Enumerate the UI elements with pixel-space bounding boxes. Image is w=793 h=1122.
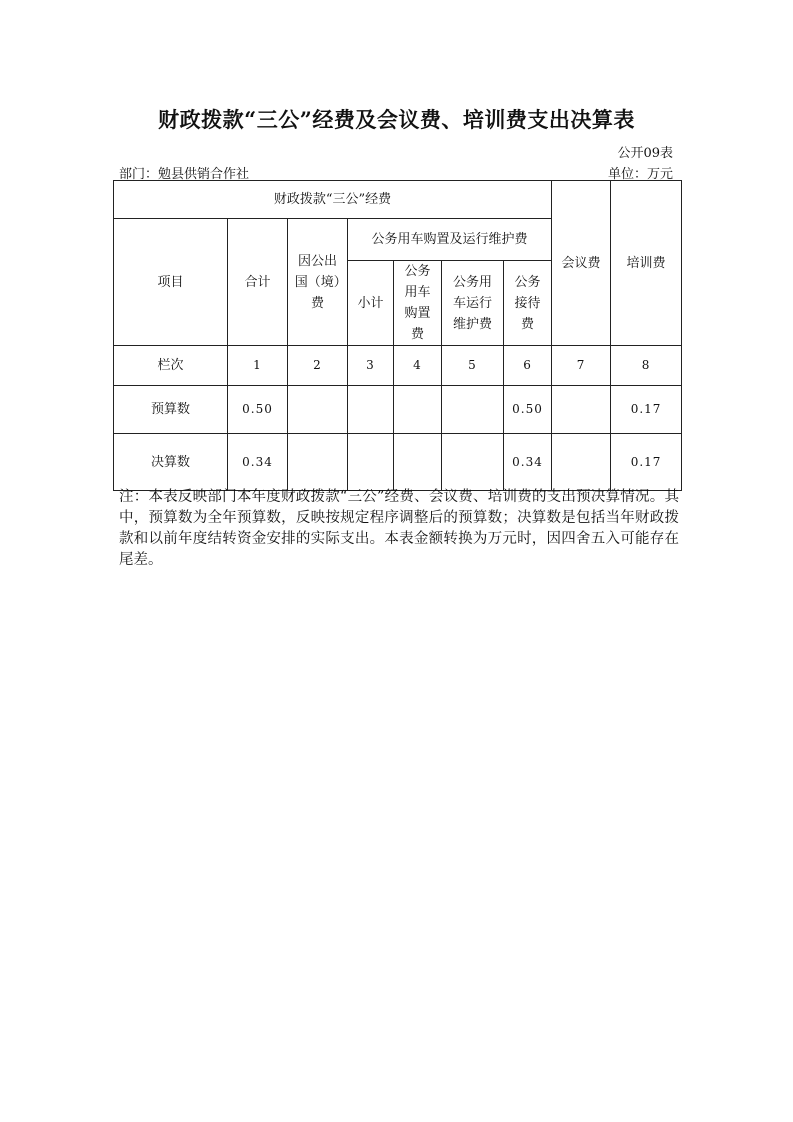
header-item: 项目 bbox=[114, 219, 228, 346]
cell: 1 bbox=[228, 346, 288, 386]
cell bbox=[442, 386, 504, 434]
table-row bbox=[114, 346, 682, 386]
header-training: 培训费 bbox=[611, 181, 682, 346]
cell bbox=[288, 386, 348, 434]
cell bbox=[348, 386, 394, 434]
header-total: 合计 bbox=[228, 219, 288, 346]
page-title: 财政拨款“三公”经费及会议费、培训费支出决算表 bbox=[158, 107, 635, 132]
cell: 0.17 bbox=[611, 434, 682, 491]
expense-table bbox=[113, 180, 682, 491]
unit-label: 单位：万元 bbox=[607, 167, 673, 182]
footnote: 注：本表反映部门本年度财政拨款“三公”经费、会议费、培训费的支出预决算情况。其中，预算数为全年预算数，反映按规定程序调整后的预算数；决算数是包括当年财政拨款和以前年度结转资金安排的实际支出。本表金额转换为万元时，因四舍五入可能存在尾差。 bbox=[119, 489, 679, 568]
row-label: 预算数 bbox=[114, 386, 228, 434]
cell bbox=[348, 434, 394, 491]
cell: 2 bbox=[288, 346, 348, 386]
cell: 5 bbox=[442, 346, 504, 386]
header-reception: 公务接待费 bbox=[504, 261, 552, 346]
header-meeting: 会议费 bbox=[552, 181, 611, 346]
cell: 0.17 bbox=[611, 386, 682, 434]
cell bbox=[552, 386, 611, 434]
header-abroad: 因公出国（境）费 bbox=[288, 219, 348, 346]
cell: 0.34 bbox=[504, 434, 552, 491]
cell: 8 bbox=[611, 346, 682, 386]
form-number: 公开09表 bbox=[617, 146, 673, 161]
department-label: 部门：勉县供销合作社 bbox=[119, 167, 250, 182]
cell: 6 bbox=[504, 346, 552, 386]
row-label: 栏次 bbox=[114, 346, 228, 386]
cell bbox=[442, 434, 504, 491]
header-vehicle-purchase: 公务用车购置费 bbox=[394, 261, 442, 346]
cell bbox=[394, 434, 442, 491]
cell: 0.50 bbox=[228, 386, 288, 434]
cell bbox=[288, 434, 348, 491]
cell: 4 bbox=[394, 346, 442, 386]
cell bbox=[552, 434, 611, 491]
vehicle-group-header: 公务用车购置及运行维护费 bbox=[348, 219, 552, 261]
cell: 3 bbox=[348, 346, 394, 386]
cell: 0.50 bbox=[504, 386, 552, 434]
cell: 7 bbox=[552, 346, 611, 386]
cell bbox=[394, 386, 442, 434]
table-row bbox=[114, 434, 682, 491]
cell: 0.34 bbox=[228, 434, 288, 491]
header-subtotal: 小计 bbox=[348, 261, 394, 346]
table-row bbox=[114, 386, 682, 434]
three-public-group-header: 财政拨款“三公”经费 bbox=[114, 181, 552, 219]
row-label: 决算数 bbox=[114, 434, 228, 491]
header-vehicle-operation: 公务用车运行维护费 bbox=[442, 261, 504, 346]
